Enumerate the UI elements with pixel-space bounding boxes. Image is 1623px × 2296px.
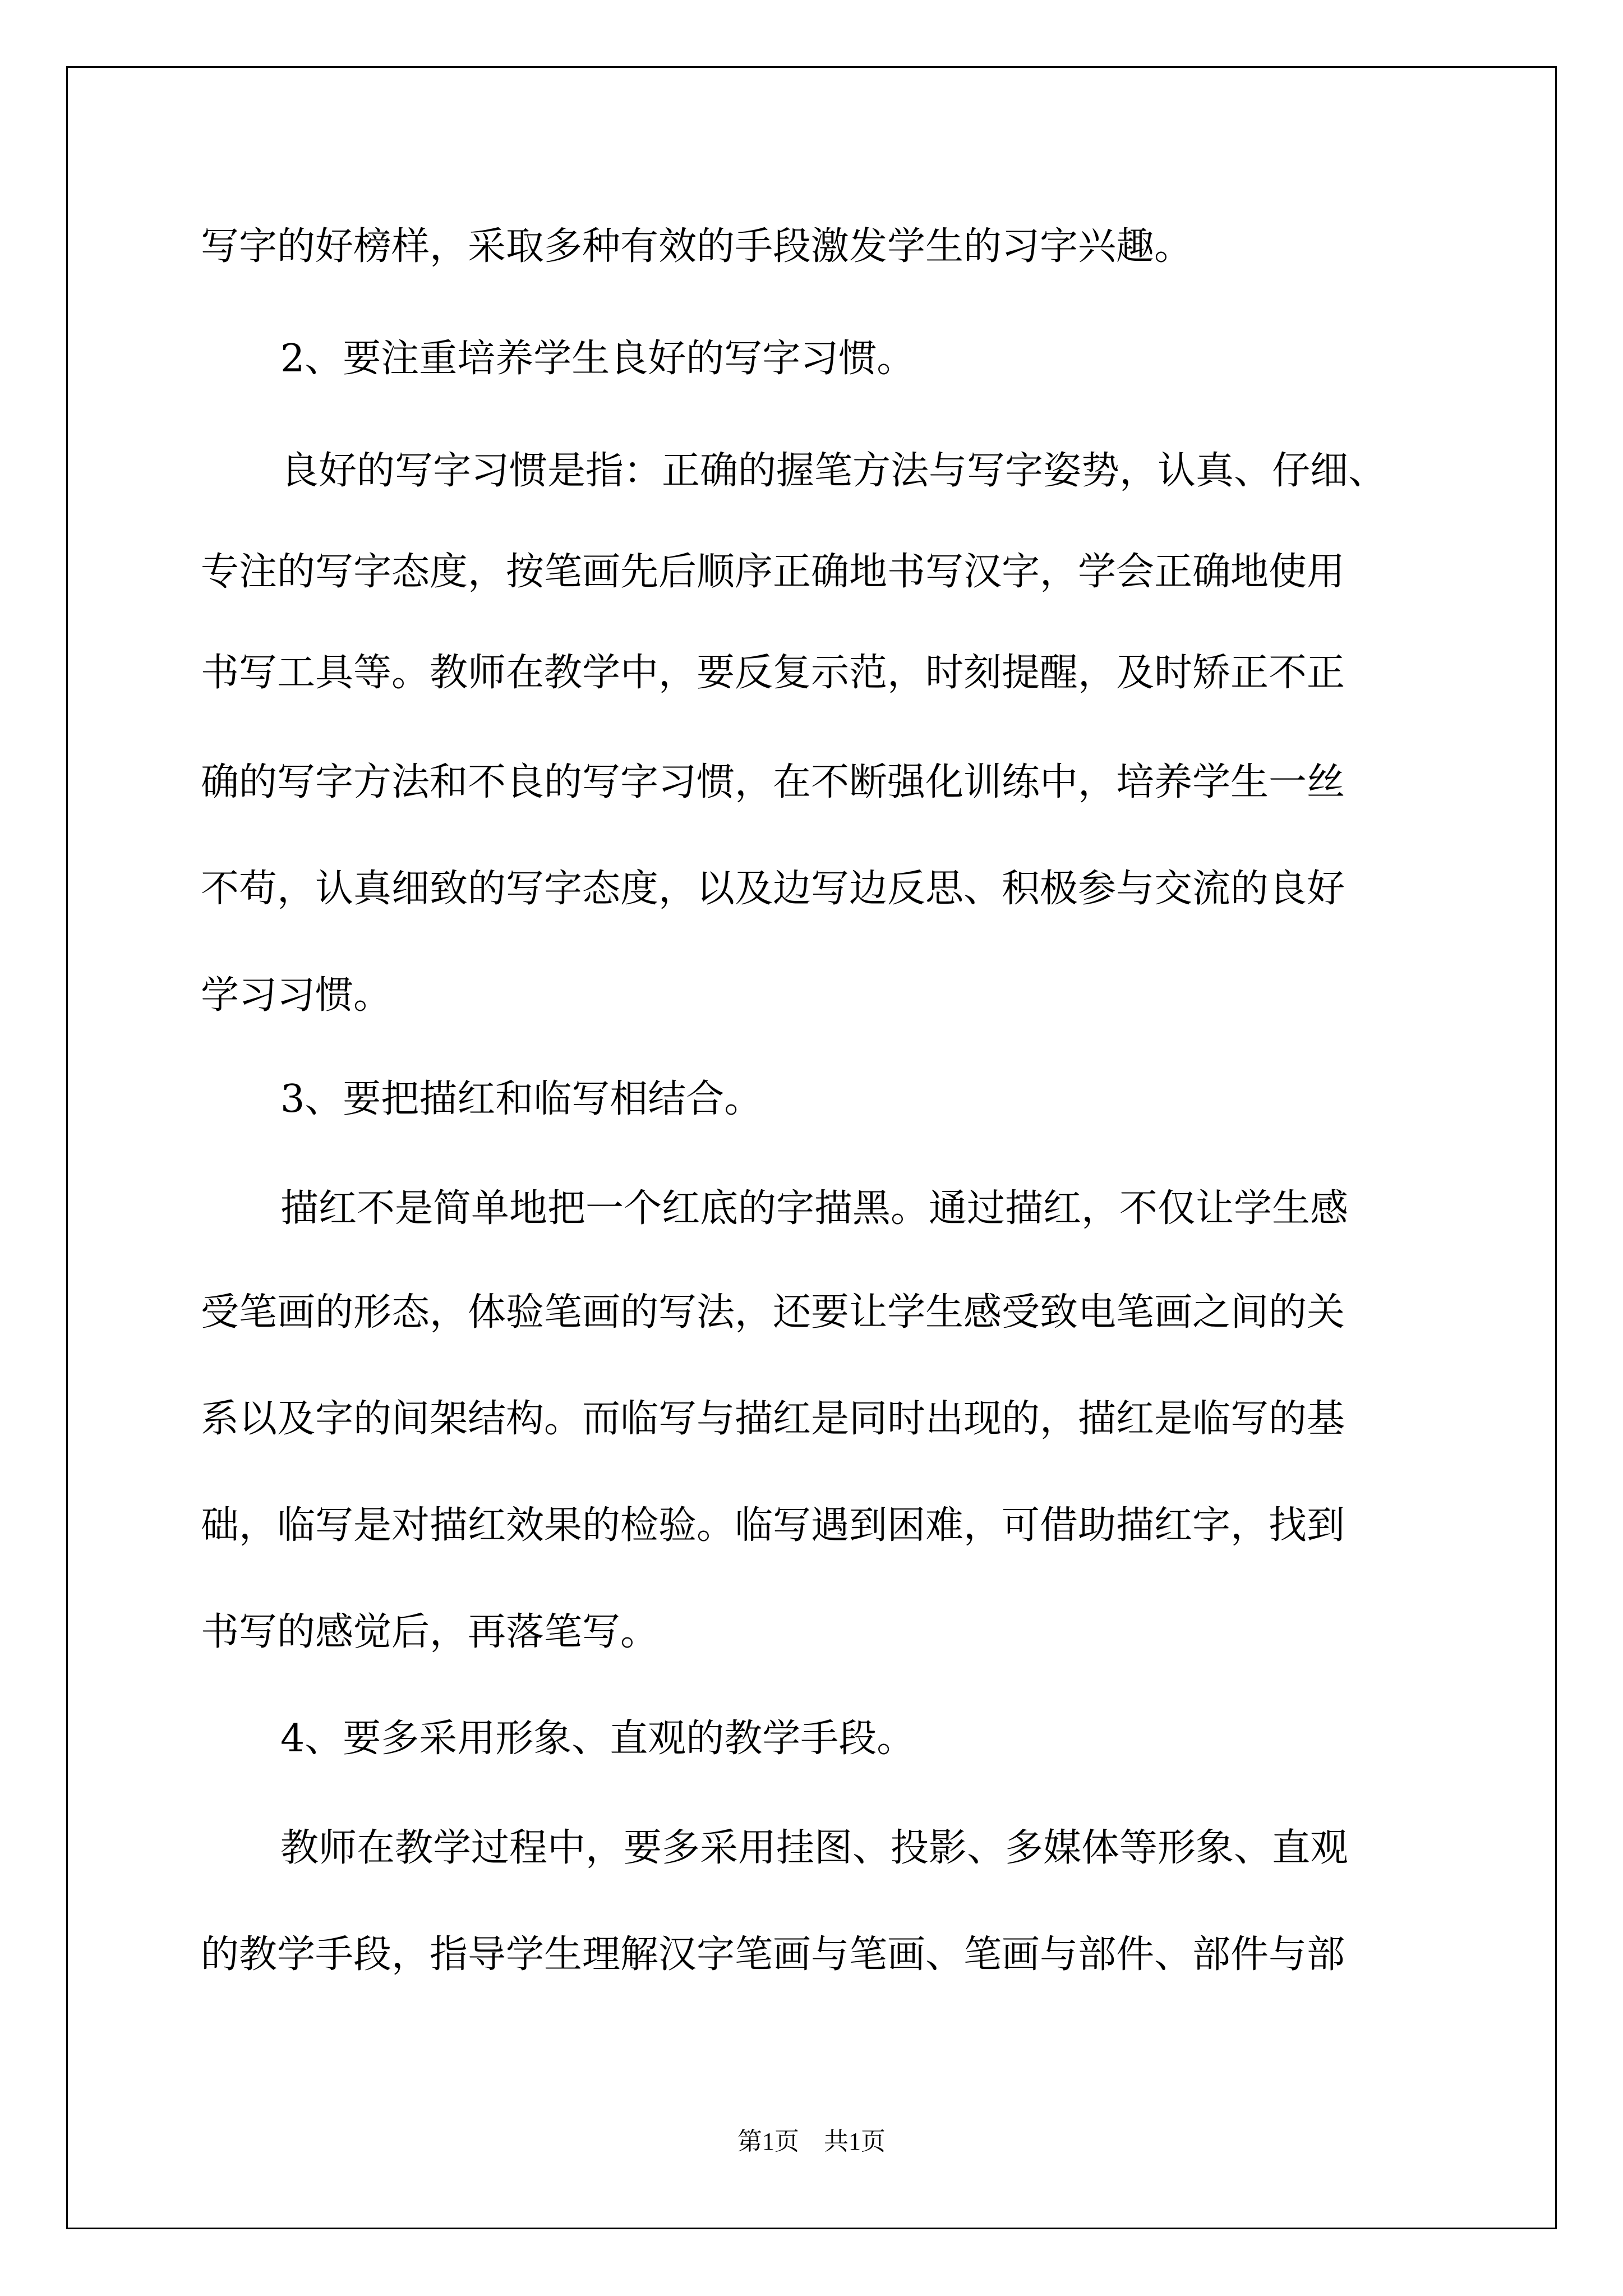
text-line-6: 确的写字方法和不良的写字习惯，在不断强化训练中，培养学生一丝	[201, 760, 1345, 804]
text-line-8: 学习习惯。	[201, 973, 392, 1018]
page-footer: 第1页 共1页	[737, 2128, 886, 2155]
text-line-12: 系以及字的间架结构。而临写与描红是同时出现的，描红是临写的基	[201, 1397, 1345, 1441]
page-border	[66, 66, 1557, 2229]
text-line-1: 写字的好榜样，采取多种有效的手段激发学生的习字兴趣。	[201, 224, 1193, 269]
section-heading-2: 2、要注重培养学生良好的写字习惯。	[280, 337, 915, 381]
text-line-3: 良好的写字习惯是指：正确的握笔方法与写字姿势，认真、仔细、	[280, 449, 1387, 493]
text-line-7: 不苟，认真细致的写字态度，以及边写边反思、积极参与交流的良好	[201, 867, 1345, 911]
section-heading-4: 4、要多采用形象、直观的教学手段。	[280, 1717, 915, 1761]
section-heading-3: 3、要把描红和临写相结合。	[280, 1077, 763, 1121]
text-line-13: 础，临写是对描红效果的检验。临写遇到困难，可借助描红字，找到	[201, 1503, 1345, 1548]
text-line-16: 教师在教学过程中，要多采用挂图、投影、多媒体等形象、直观	[280, 1826, 1349, 1870]
text-line-11: 受笔画的形态，体验笔画的写法，还要让学生感受致电笔画之间的关	[201, 1290, 1345, 1335]
text-line-17: 的教学手段，指导学生理解汉字笔画与笔画、笔画与部件、部件与部	[201, 1932, 1345, 1977]
text-line-5: 书写工具等。教师在教学中，要反复示范，时刻提醒，及时矫正不正	[201, 651, 1345, 695]
text-line-10: 描红不是简单地把一个红底的字描黑。通过描红，不仅让学生感	[280, 1186, 1349, 1231]
text-line-14: 书写的感觉后，再落笔写。	[201, 1610, 659, 1654]
text-line-4: 专注的写字态度，按笔画先后顺序正确地书写汉字，学会正确地使用	[201, 550, 1345, 594]
